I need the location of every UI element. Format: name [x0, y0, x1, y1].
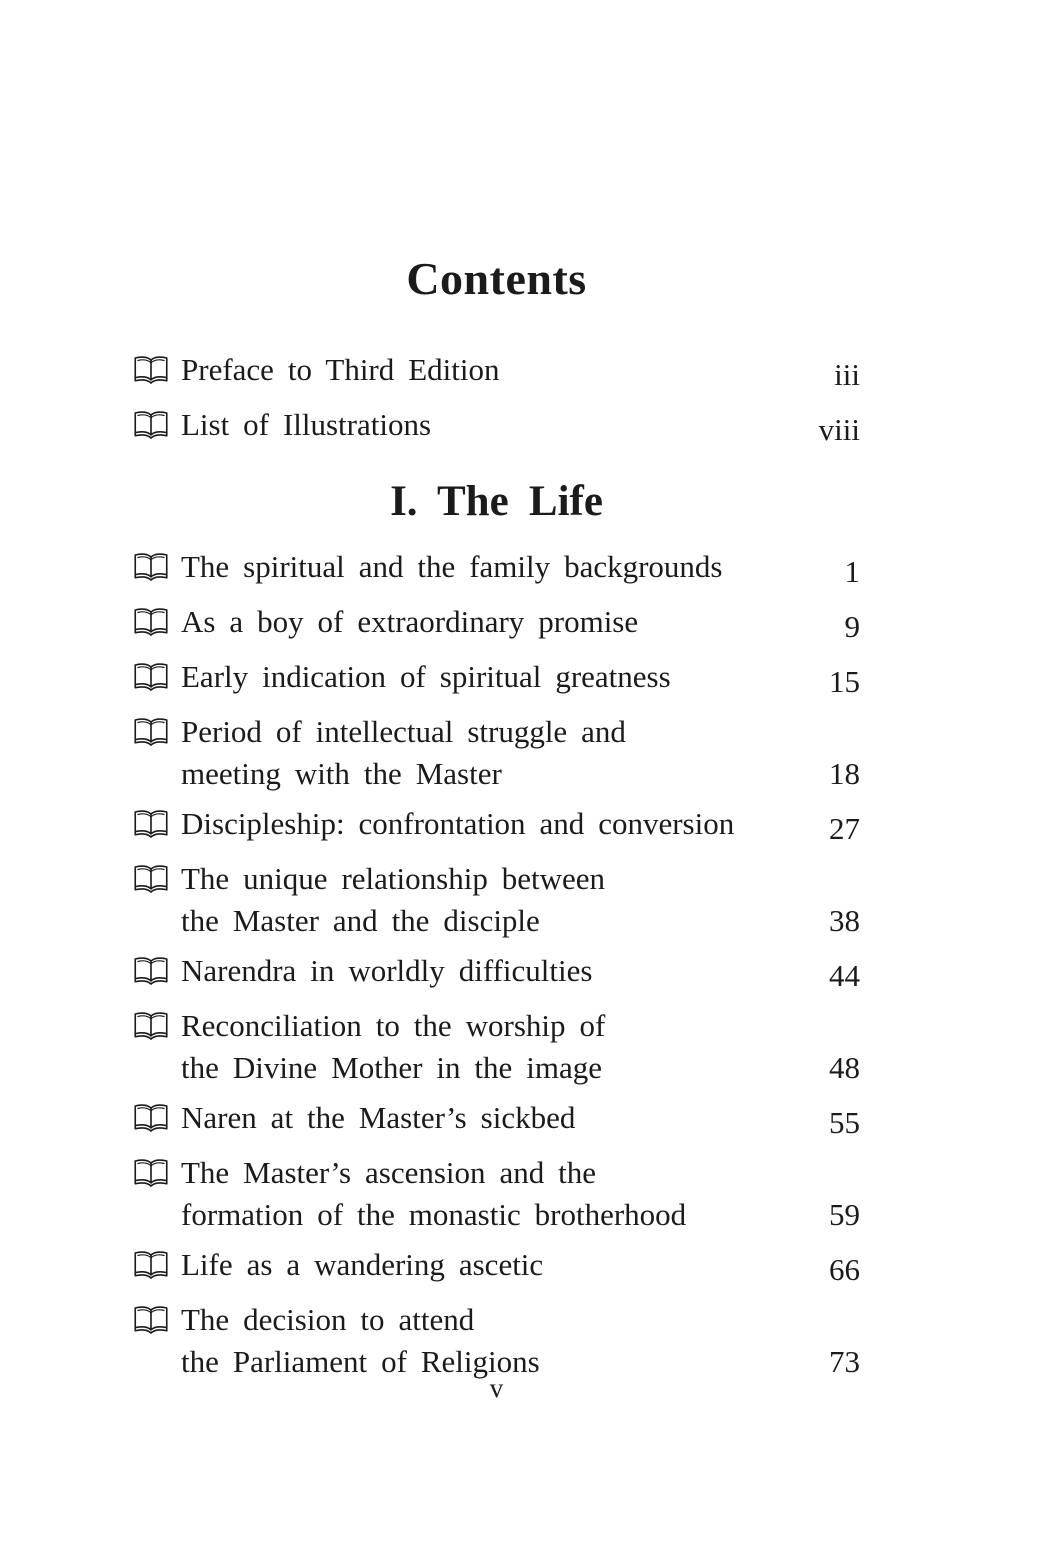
toc-entry — [133, 803, 860, 850]
toc-entry-page: 73 — [829, 1344, 860, 1380]
open-book-icon — [133, 656, 181, 703]
toc-entry — [133, 950, 860, 997]
toc-entry-title: Preface to Third Edition — [181, 351, 500, 387]
open-book-icon — [133, 1152, 181, 1199]
toc-entry-page: 18 — [829, 756, 860, 792]
open-book-icon — [133, 803, 181, 850]
toc-entry — [133, 1244, 860, 1291]
toc-entry-title: Discipleship: confrontation and conversion — [181, 806, 735, 842]
toc-entry-page: 27 — [829, 811, 860, 847]
toc-entry — [133, 546, 860, 593]
toc-entry-title: Narendra in worldly difficulties — [181, 953, 593, 989]
toc-entry-title: The decision to attend the Parliament of Religions — [181, 1302, 540, 1380]
toc-entry-title: The unique relationship between the Master and the disciple — [181, 861, 606, 939]
toc-sections — [133, 477, 860, 1383]
open-book-icon — [133, 404, 181, 451]
toc-entry — [133, 1152, 860, 1236]
toc-entry-title: The spiritual and the family backgrounds — [181, 549, 723, 585]
toc-entry-title: The Master’s ascension and the formation of the monastic brotherhood — [181, 1155, 687, 1233]
toc-entry — [133, 1097, 860, 1144]
toc-entry — [133, 1005, 860, 1089]
open-book-icon — [133, 711, 181, 758]
open-book-icon — [133, 1299, 181, 1346]
open-book-icon — [133, 1005, 181, 1052]
toc-entry — [133, 601, 860, 648]
toc-entry — [133, 711, 860, 795]
toc-entry — [133, 656, 860, 703]
toc-entry-title: Naren at the Master’s sickbed — [181, 1100, 576, 1136]
open-book-icon — [133, 950, 181, 997]
open-book-icon — [133, 1097, 181, 1144]
toc-entry-title: Life as a wandering ascetic — [181, 1247, 544, 1283]
toc-entry-page: viii — [818, 411, 860, 447]
toc-entry-page: 66 — [829, 1252, 860, 1288]
open-book-icon — [133, 858, 181, 905]
toc-entry-page: 55 — [829, 1105, 860, 1141]
toc-entry-page: 44 — [829, 958, 860, 994]
open-book-icon — [133, 546, 181, 593]
toc-entry-title: Reconciliation to the worship of the Divine Mother in the image — [181, 1008, 606, 1086]
toc-entry-page: 38 — [829, 903, 860, 939]
toc-entry-page: iii — [834, 356, 860, 392]
open-book-icon — [133, 1244, 181, 1291]
toc-entry — [133, 404, 860, 451]
toc-entry-title: As a boy of extraordinary promise — [181, 604, 639, 640]
page-number-folio: v — [489, 1373, 504, 1403]
open-book-icon — [133, 349, 181, 396]
toc-entry — [133, 349, 860, 396]
toc-entry — [133, 1299, 860, 1383]
toc-entry-title: Early indication of spiritual greatness — [181, 659, 671, 695]
page-title: Contents — [406, 253, 587, 304]
toc-entry-page: 1 — [844, 554, 860, 590]
toc-entry-page: 59 — [829, 1197, 860, 1233]
open-book-icon — [133, 601, 181, 648]
toc-entry — [133, 858, 860, 942]
book-page — [133, 0, 860, 1550]
toc-entry-page: 48 — [829, 1050, 860, 1086]
front-matter-list — [133, 349, 860, 451]
toc-entry-page: 9 — [844, 609, 860, 645]
toc-entry-title: List of Illustrations — [181, 406, 432, 442]
section-heading: I. The Life — [390, 477, 603, 525]
toc-entry-title: Period of intellectual struggle and meeting with the Master — [181, 714, 626, 792]
toc-entry-page: 15 — [829, 664, 860, 700]
